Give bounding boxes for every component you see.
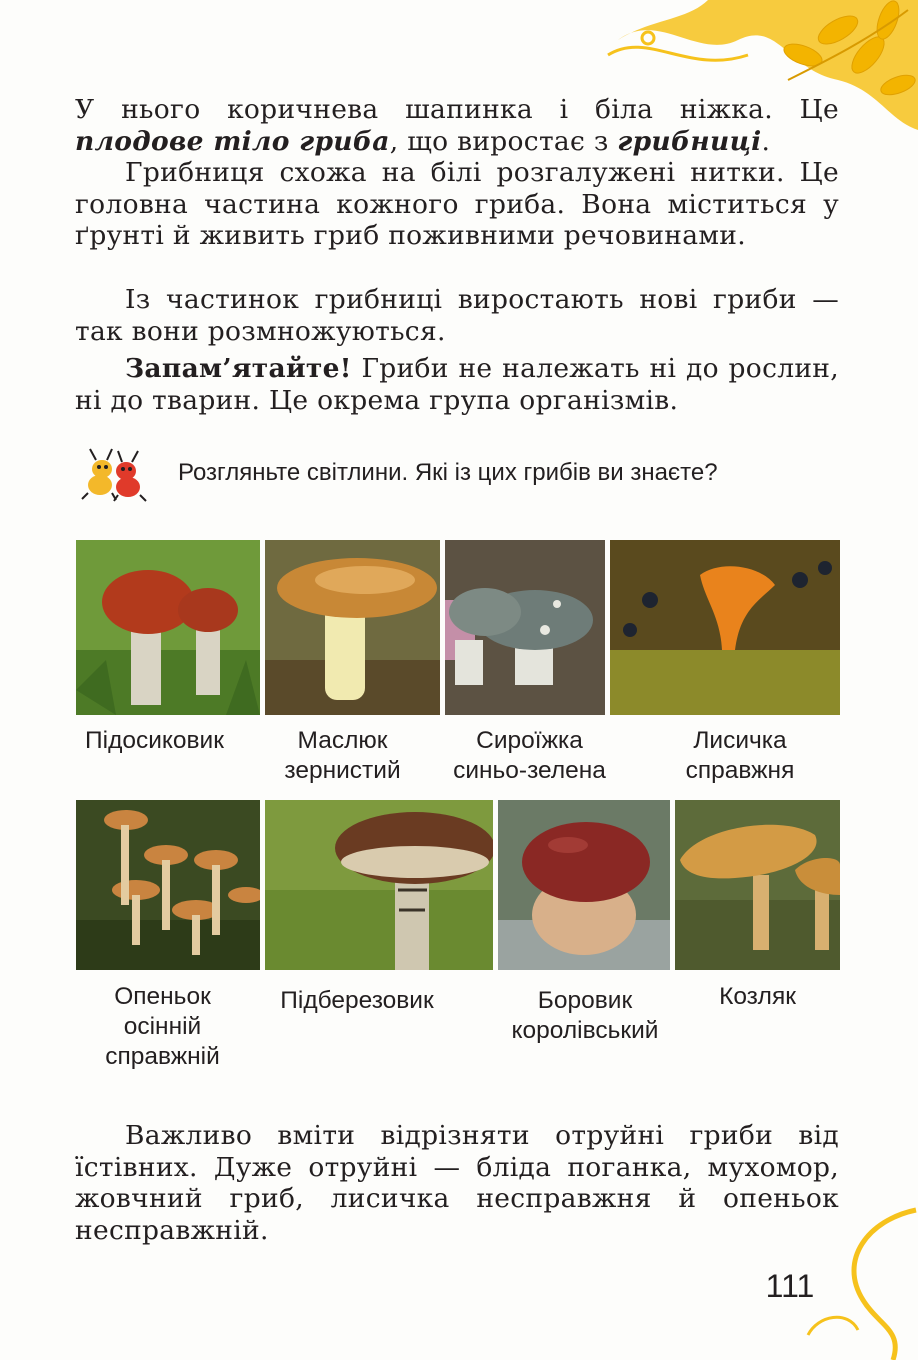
- caption-kozliak: [690, 982, 825, 1012]
- caption-line: синьо-зелена: [453, 757, 606, 784]
- paragraph-poisonous: [75, 1120, 839, 1246]
- paragraph-mycelium: [75, 157, 839, 252]
- task-row: [78, 443, 848, 503]
- photo-openok: [76, 800, 260, 970]
- page-number: 111: [765, 1268, 815, 1304]
- paragraph-text: У нього коричнева шапинка і біла ніжка. Це: [75, 94, 839, 125]
- term-fruiting-body: плодове тіло гриба: [75, 125, 390, 157]
- task-instruction: Розгляньте світлини. Які із цих грибів ви знаєте?: [178, 459, 718, 486]
- paragraph-fruiting-body: [75, 94, 839, 157]
- caption-line: королівський: [511, 1017, 659, 1044]
- caption-pidosykovyk: [72, 726, 237, 756]
- caption-borovyk: [495, 986, 675, 1046]
- photo-borovyk: [498, 800, 670, 970]
- caption-line: зернистий: [284, 757, 401, 784]
- paragraph-text: .: [761, 125, 771, 157]
- caption-masliuk: [265, 726, 420, 786]
- caption-line: Опеньок: [114, 983, 211, 1010]
- paragraph-remember: [75, 353, 839, 416]
- caption-line: Підберезовик: [280, 987, 434, 1014]
- remember-label: Запам’ятайте!: [125, 353, 352, 384]
- photo-pidosykovyk: [76, 540, 260, 715]
- caption-line: осінній: [123, 1013, 202, 1040]
- caption-line: справжній: [105, 1043, 220, 1070]
- photo-syroizhka: [445, 540, 605, 715]
- caption-line: Боровик: [537, 987, 633, 1014]
- caption-line: Підосиковик: [85, 727, 224, 754]
- paragraph-text: Грибниця схожа на білі розгалужені нитки. Це головна частина кожного гриба. Вона міститься у ґрунті й живить гриб поживними речовинами.: [75, 157, 839, 251]
- caption-line: Лисичка: [693, 727, 787, 754]
- caption-pidberezovyk: [262, 986, 452, 1016]
- paragraph-text: Гриби не належать ні до рослин, ні до тварин. Це окрема група організмів.: [75, 353, 839, 416]
- photo-lysychka: [610, 540, 840, 715]
- caption-line: Маслюк: [297, 727, 388, 754]
- caption-line: справжня: [685, 757, 795, 784]
- two-ants-icon: [80, 443, 155, 503]
- paragraph-text: Важливо вміти відрізняти отруйні гриби від їстівних. Дуже отруйні — бліда поганка, мухомор, жовчний гриб, лисичка несправжня й опеньок несправжній.: [75, 1120, 839, 1246]
- paragraph-text: Із частинок грибниці виростають нові гриби — так вони розмножуються.: [75, 284, 839, 347]
- caption-lysychka: [665, 726, 815, 786]
- term-mycelium: грибниці: [617, 125, 762, 157]
- caption-line: Сироїжка: [476, 727, 583, 754]
- photo-masliuk: [265, 540, 440, 715]
- paragraph-text: , що виростає з: [389, 125, 618, 157]
- caption-line: Козляк: [719, 983, 796, 1010]
- paragraph-reproduction: [75, 284, 839, 347]
- caption-openok: [80, 982, 245, 1072]
- caption-syroizhka: [437, 726, 622, 786]
- photo-pidberezovyk: [265, 800, 493, 970]
- photo-kozliak: [675, 800, 840, 970]
